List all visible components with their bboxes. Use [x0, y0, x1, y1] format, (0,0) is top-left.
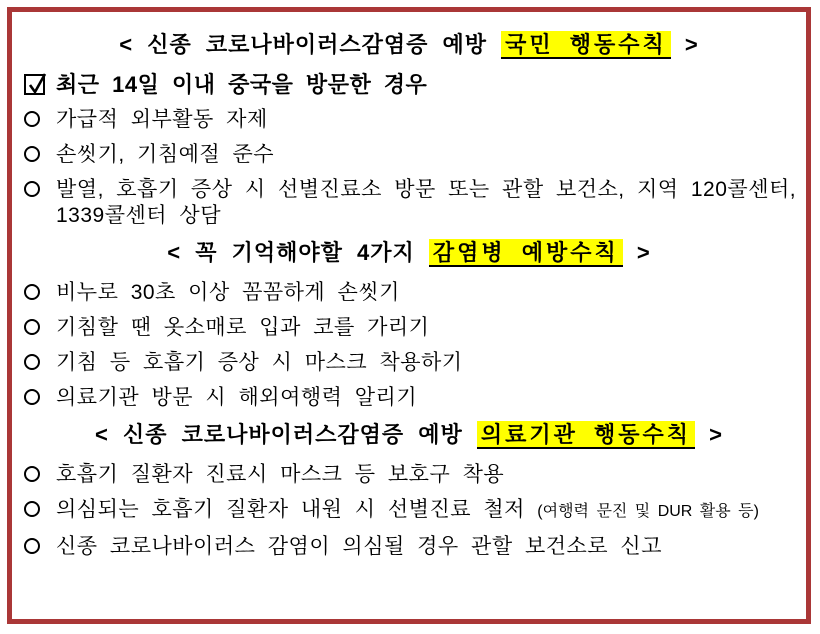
bullet-circle-icon: [24, 146, 40, 162]
marker-cell: [20, 315, 56, 335]
item-text: 기침할 땐 옷소매로 입과 코를 가리기: [56, 316, 430, 339]
item-text: [56, 497, 798, 525]
list-item: [20, 462, 798, 488]
list-item: [20, 497, 798, 525]
marker-cell: [20, 497, 56, 517]
list-item: [20, 280, 798, 306]
list-item: [20, 534, 798, 560]
heading-prefix: < 신종 코로나바이러스감염증 예방: [95, 422, 477, 447]
item-text: 손씻기, 기침예절 준수: [56, 143, 275, 166]
bullet-circle-icon: [24, 284, 40, 300]
marker-cell: [20, 107, 56, 127]
heading-suffix: >: [622, 240, 651, 265]
list-item: [20, 315, 798, 341]
item-text: 가급적 외부활동 자제: [56, 108, 268, 131]
item-text: 의료기관 방문 시 해외여행력 알리기: [56, 386, 418, 409]
bullet-circle-icon: [24, 181, 40, 197]
checkbox-checked-icon[interactable]: [24, 74, 45, 95]
item-text: 신종 코로나바이러스 감염이 의심될 경우 관할 보건소로 신고: [56, 535, 662, 558]
heading-prefix: < 꼭 기억해야할 4가지: [167, 240, 429, 265]
list-item: [20, 350, 798, 376]
bullet-circle-icon: [24, 466, 40, 482]
item-text: 호흡기 질환자 진료시 마스크 등 보호구 착용: [56, 463, 505, 486]
section-3-heading: [20, 420, 798, 450]
item-text: 최근 14일 이내 중국을 방문한 경우: [56, 72, 428, 97]
item-text: 기침 등 호흡기 증상 시 마스크 착용하기: [56, 351, 463, 374]
bullet-circle-icon: [24, 111, 40, 127]
marker-cell: [20, 462, 56, 482]
checkbox-item: [20, 72, 798, 98]
bullet-circle-icon: [24, 354, 40, 370]
item-note: (여행력 문진 및 DUR 활용 등): [537, 503, 759, 520]
list-item: [20, 385, 798, 411]
heading-highlight: 국민 행동수칙: [501, 31, 671, 59]
notice-document: [7, 7, 811, 624]
bullet-circle-icon: [24, 389, 40, 405]
heading-suffix: >: [670, 32, 699, 57]
marker-cell: [20, 280, 56, 300]
item-text: 발열, 호흡기 증상 시 선별진료소 방문 또는 관할 보건소, 지역 120콜센터, 1339콜센터 상담: [56, 178, 797, 227]
list-item: [20, 177, 798, 229]
heading-highlight: 감염병 예방수칙: [429, 239, 623, 267]
bullet-circle-icon: [24, 319, 40, 335]
marker-cell: [20, 385, 56, 405]
item-text: 비누로 30초 이상 꼼꼼하게 손씻기: [56, 281, 400, 304]
heading-highlight: 의료기관 행동수칙: [477, 421, 695, 449]
marker-cell: [20, 177, 56, 197]
marker-cell: [20, 534, 56, 554]
heading-suffix: >: [695, 422, 723, 447]
list-item: [20, 107, 798, 133]
section-1-heading: [20, 30, 798, 60]
marker-cell: [20, 142, 56, 162]
heading-prefix: < 신종 코로나바이러스감염증 예방: [119, 32, 502, 57]
item-main-text: 의심되는 호흡기 질환자 내원 시 선별진료 철저: [56, 498, 525, 521]
marker-cell: [20, 350, 56, 370]
bullet-circle-icon: [24, 538, 40, 554]
section-2-heading: [20, 238, 798, 268]
marker-cell: [20, 72, 56, 95]
list-item: [20, 142, 798, 168]
bullet-circle-icon: [24, 501, 40, 517]
